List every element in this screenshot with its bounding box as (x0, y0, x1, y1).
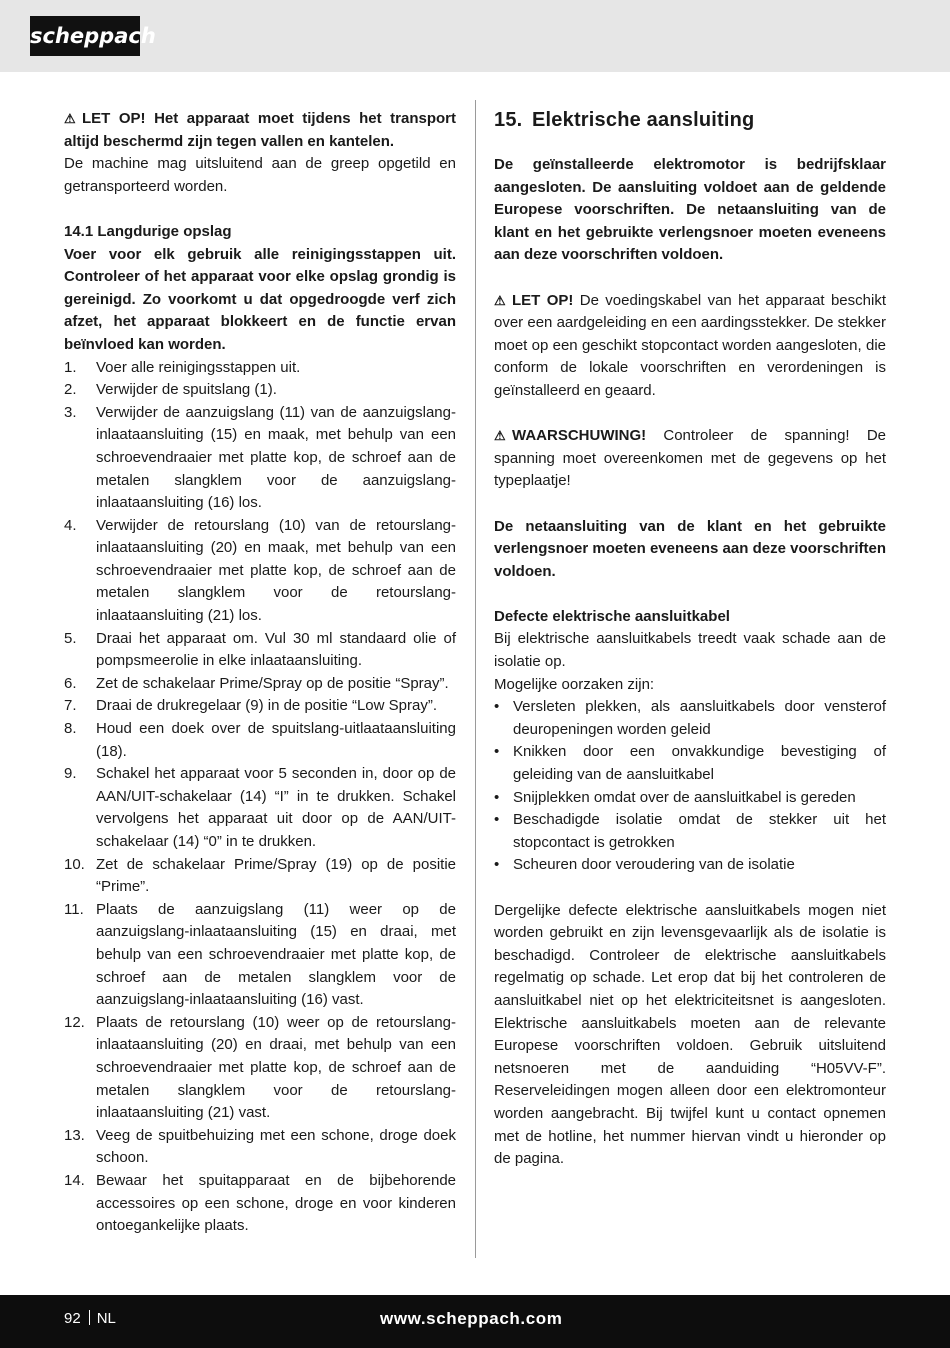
voltage-warning (494, 425, 886, 493)
step-number: 6. (64, 674, 77, 692)
step-item (64, 854, 456, 899)
step-number: 4. (64, 516, 77, 534)
page-header (0, 0, 950, 72)
step-text: Houd een doek over de spuitslang-uitlaataansluiting (18). (96, 720, 456, 760)
step-number: 5. (64, 629, 77, 647)
website-link[interactable]: www.scheppach.com (380, 1309, 563, 1328)
step-number: 14. (64, 1171, 85, 1189)
language-code: NL (96, 1310, 116, 1327)
transport-note: De machine mag uitsluitend aan de greep opgetild en getransporteerd worden. (64, 155, 456, 195)
causes-list (494, 696, 886, 877)
bullet-dot-icon: • (494, 811, 500, 829)
step-number: 9. (64, 765, 77, 783)
step-item (64, 1170, 456, 1238)
step-text: Verwijder de spuitslang (1). (96, 381, 277, 399)
bullet-item (494, 696, 886, 741)
step-number: 13. (64, 1126, 85, 1144)
bullet-item (494, 809, 886, 854)
bullet-text: Scheuren door veroudering van de isolatie (513, 856, 795, 874)
step-item (64, 718, 456, 763)
step-item (64, 628, 456, 673)
step-text: Zet de schakelaar Prime/Spray op de positie “Spray”. (96, 674, 449, 692)
bullet-dot-icon: • (494, 788, 500, 806)
grounding-warning (494, 290, 886, 403)
step-item (64, 357, 456, 380)
bullet-item (494, 741, 886, 786)
left-column (64, 108, 456, 1238)
caution-text: Controleer de spanning! De spanning moet overeenkomen met de gegevens op het typeplaatje! (494, 427, 886, 490)
step-item (64, 763, 456, 853)
bullet-dot-icon: • (494, 743, 500, 761)
step-text: Verwijder de aanzuigslang (11) van de aanzuigslang-inlaataansluiting (15) en maak, met behulp van een schroevendraaier met platte kop, de schroef aan de metalen slangklem voor de aanzuigslang-inlaataansluiting (16) los. (96, 403, 456, 512)
step-item (64, 1125, 456, 1170)
section-title: 14.1 Langdurige opslag (64, 222, 232, 240)
step-number: 3. (64, 403, 77, 421)
bullet-item (494, 787, 886, 810)
brand-logo: scheppach (30, 16, 140, 56)
warning-text: De voedingskabel van het apparaat beschikt over een aardgeleiding en een aardingsstekker. De stekker moet op een geschikt stopcontact worden aangesloten, die conform de lokale voorschriften en verordeningen is geïnstalleerd en geaard. (494, 291, 886, 399)
step-item (64, 695, 456, 718)
transport-warning (64, 108, 456, 153)
subheading: Defecte elektrische aansluitkabel (494, 607, 730, 625)
step-text: Draai de drukregelaar (9) in de positie “Low Spray”. (96, 697, 437, 715)
step-number: 10. (64, 855, 85, 873)
step-text: Plaats de retourslang (10) weer op de retourslang-inlaataansluiting (20) en draai, met behulp van een schroevendraaier met platte kop, de schroef aan de metalen slangklem voor de retourslang-inlaataansluiting (21) vast. (96, 1013, 456, 1122)
intro-paragraph: De geïnstalleerde elektromotor is bedrijfsklaar aangesloten. De aansluiting voldoet aan de geldende Europese voorschriften. De netaansluiting van de klant en het gebruikte verlengsnoer moeten eveneens aan deze voorschriften voldoen. (494, 156, 886, 264)
section-heading (494, 108, 886, 132)
step-text: Draai het apparaat om. Vul 30 ml standaard olie of pompsmeerolie in elke inlaataansluiting. (96, 629, 456, 670)
step-number: 7. (64, 697, 77, 715)
footer-separator (89, 1310, 90, 1325)
step-item (64, 1012, 456, 1125)
subheading-text: Bij elektrische aansluitkabels treedt vaak schade aan de isolatie op. (494, 630, 886, 671)
step-text: Plaats de aanzuigslang (11) weer op de aanzuigslang-inlaataansluiting (15) en draai, met behulp van een schroevendraaier met platte kop, de schroef aan de metalen slangklem voor de aanzuigslang-inlaataansluiting (16) vast. (96, 900, 456, 1009)
step-number: 8. (64, 720, 77, 738)
warning-bold-text: Het apparaat moet tijdens het transport altijd beschermd zijn tegen vallen en kantelen. (64, 110, 456, 150)
bullet-text: Beschadigde isolatie omdat de stekker uit het stopcontact is getrokken (513, 811, 886, 851)
step-item (64, 899, 456, 1012)
step-number: 12. (64, 1013, 85, 1031)
page-number: 92 (64, 1310, 81, 1327)
step-item (64, 673, 456, 696)
step-text: Veeg de spuitbehuizing met een schone, droge doek schoon. (96, 1126, 456, 1167)
step-number: 1. (64, 358, 77, 376)
step-text: Zet de schakelaar Prime/Spray (19) op de positie “Prime”. (96, 855, 456, 896)
step-number: 2. (64, 381, 77, 399)
step-text: Verwijder de retourslang (10) van de retourslang-inlaataansluiting (20) en maak, met behulp van een schroevendraaier met platte kop, de schroef aan de metalen slangklem voor de retourslang-inlaataansluiting (21) los. (96, 516, 456, 625)
heading-text: Elektrische aansluiting (532, 109, 755, 131)
bullet-item (494, 854, 886, 877)
step-item (64, 379, 456, 402)
bullet-text: Versleten plekken, als aansluitkabels door vensterof deuropeningen worden geleid (513, 698, 886, 738)
right-column (494, 108, 886, 1171)
bullet-dot-icon: • (494, 856, 500, 874)
heading-number: 15. (494, 109, 523, 131)
regulation-paragraph: De netaansluiting van de klant en het gebruikte verlengsnoer moeten eveneens aan deze voorschriften voldoen. (494, 517, 886, 580)
step-item (64, 515, 456, 628)
final-paragraph: Dergelijke defecte elektrische aansluitkabels mogen niet worden gebruikt en zijn levensgevaarlijk als de isolatie is beschadigd. Controleer de elektrische aansluitkabels regelmatig op schade. Let erop dat bij het controleren de aansluitkabel niet op het elektriciteitsnet is aangesloten. Elektrische aansluitkabels moeten aan de relevante Europese voorschriften voldoen. Gebruik uitsluitend netsnoeren met de aanduiding “H05VV-F”. Reserveleidingen mogen alleen door een elektromonteur worden aangebracht. Bij twijfel kunt u contact opnemen met de hotline, het nummer hiervan vindt u hieronder op de pagina. (494, 901, 886, 1168)
page-footer (0, 1295, 950, 1348)
step-text: Bewaar het spuitapparaat en de bijbehorende accessoires op een schone, droge en voor kinderen ontoegankelijke plaats. (96, 1171, 456, 1235)
warning-triangle-icon: ⚠ (494, 428, 506, 444)
page-info (64, 1295, 116, 1343)
step-item (64, 402, 456, 515)
step-text: Voer alle reinigingsstappen uit. (96, 358, 301, 376)
step-number: 11. (64, 900, 84, 918)
warning-triangle-icon: ⚠ (494, 292, 506, 308)
caution-label: WAARSCHUWING! (512, 427, 647, 445)
storage-steps-list (64, 357, 456, 1238)
bullet-text: Knikken door een onvakkundige bevestiging of geleiding van de aansluitkabel (513, 743, 886, 784)
step-text: Schakel het apparaat voor 5 seconden in, door op de AAN/UIT-schakelaar (14) “I” in te drukken. Schakel vervolgens het apparaat uit door op de AAN/UIT-schakelaar (14) “0” in te drukken. (96, 765, 456, 850)
bullet-dot-icon: • (494, 698, 500, 716)
causes-intro: Mogelijke oorzaken zijn: (494, 675, 655, 693)
bullet-text: Snijplekken omdat over de aansluitkabel is gereden (513, 788, 856, 806)
warning-triangle-icon: ⚠ (64, 111, 76, 126)
column-divider (475, 100, 476, 1258)
warning-label: LET OP! (512, 291, 574, 309)
section-intro: Voer voor elk gebruik alle reinigingsstappen uit. Controleer of het apparaat voor elke opslag grondig is gereinigd. Zo voorkomt u dat opgedroogde verf zich afzet, het apparaat blokkeert en de functie ervan beïnvloed kan worden. (64, 245, 456, 353)
warning-label: LET OP! (82, 110, 146, 127)
